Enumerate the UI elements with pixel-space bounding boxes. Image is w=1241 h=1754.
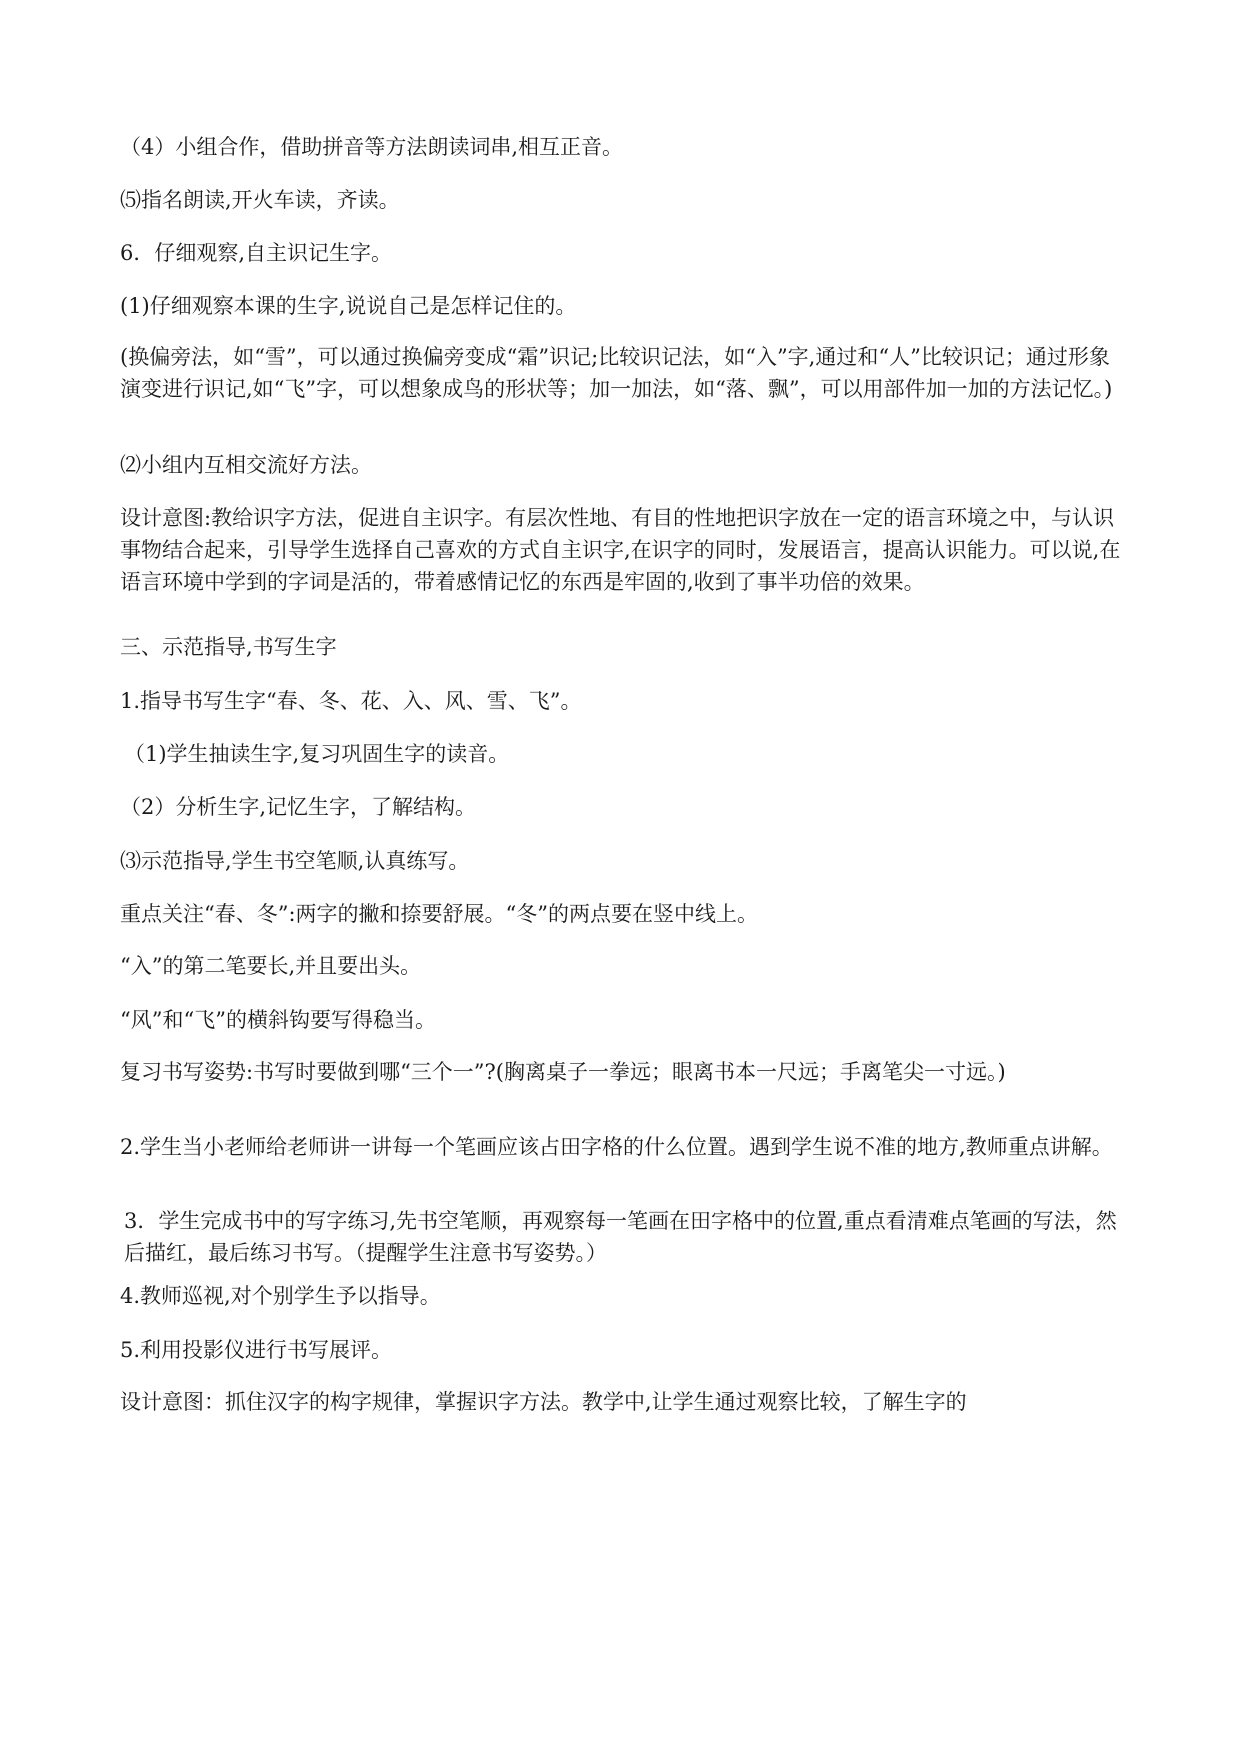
- paragraph-guide-writing: 1.指导书写生字“春、冬、花、入、风、雪、飞”。: [120, 689, 582, 713]
- paragraph-projector-review: 5.利用投影仪进行书写展评。: [120, 1338, 393, 1362]
- paragraph-student-teacher: 2.学生当小老师给老师讲一讲每一个笔画应该占田字格的什么位置。遇到学生说不准的地方,教师重点讲解。: [120, 1135, 1113, 1159]
- paragraph-focus-feng-fei: “风”和“飞”的横斜钩要写得稳当。: [120, 1008, 436, 1032]
- paragraph-demonstrate: ⑶示范指导,学生书空笔顺,认真练写。: [120, 849, 470, 873]
- paragraph-analyze-characters: （2）分析生字,记忆生字，了解结构。: [120, 795, 477, 819]
- paragraph-writing-practice: 3．学生完成书中的写字练习,先书空笔顺，再观察每一笔画在田字格中的位置,重点看清难点笔画的写法，然后描红，最后练习书写。（提醒学生注意书写姿势。）: [124, 1209, 1117, 1265]
- paragraph-how-to-remember: (1)仔细观察本课的生字,说说自己是怎样记住的。: [120, 294, 577, 318]
- section-heading-3: 三、示范指导,书写生字: [120, 635, 337, 659]
- paragraph-teacher-patrol: 4.教师巡视,对个别学生予以指导。: [120, 1284, 441, 1308]
- paragraph-sampling-reading: （1)学生抽读生字,复习巩固生字的读音。: [124, 742, 510, 766]
- paragraph-design-intent-2: 设计意图：抓住汉字的构字规律，掌握识字方法。教学中,让学生通过观察比较，了解生字的: [120, 1390, 967, 1414]
- paragraph-group-reading: （4）小组合作，借助拼音等方法朗读词串,相互正音。: [120, 135, 624, 159]
- paragraph-memory-methods: (换偏旁法，如“雪”，可以通过换偏旁变成“霜”识记;比较识记法，如“入”字,通过和“人”比较识记；通过形象演变进行识记,如“飞”字，可以想象成鸟的形状等；加一加法，如“落、飘”，可以用部件加一加的方法记忆。): [120, 345, 1113, 401]
- paragraph-design-intent-1: 设计意图:教给识字方法，促进自主识字。有层次性地、有目的性地把识字放在一定的语言环境之中，与认识事物结合起来，引导学生选择自己喜欢的方式自主识字,在识字的同时，发展语言，提高认识能力。可以说,在语言环境中学到的字词是活的，带着感情记忆的东西是牢固的,收到了事半功倍的效果。: [120, 506, 1121, 594]
- paragraph-writing-posture: 复习书写姿势:书写时要做到哪“三个一”?(胸离桌子一拳远；眼离书本一尺远；手离笔尖一寸远。): [120, 1060, 1006, 1084]
- paragraph-focus-chun-dong: 重点关注“春、冬”:两字的撇和捺要舒展。“冬”的两点要在竖中线上。: [120, 902, 759, 926]
- paragraph-share-methods: ⑵小组内互相交流好方法。: [120, 453, 372, 477]
- paragraph-observe-characters: 6．仔细观察,自主识记生字。: [120, 241, 393, 265]
- paragraph-roll-call-reading: ⑸指名朗读,开火车读，齐读。: [120, 188, 400, 212]
- paragraph-focus-ru: “入”的第二笔要长,并且要出头。: [120, 954, 422, 978]
